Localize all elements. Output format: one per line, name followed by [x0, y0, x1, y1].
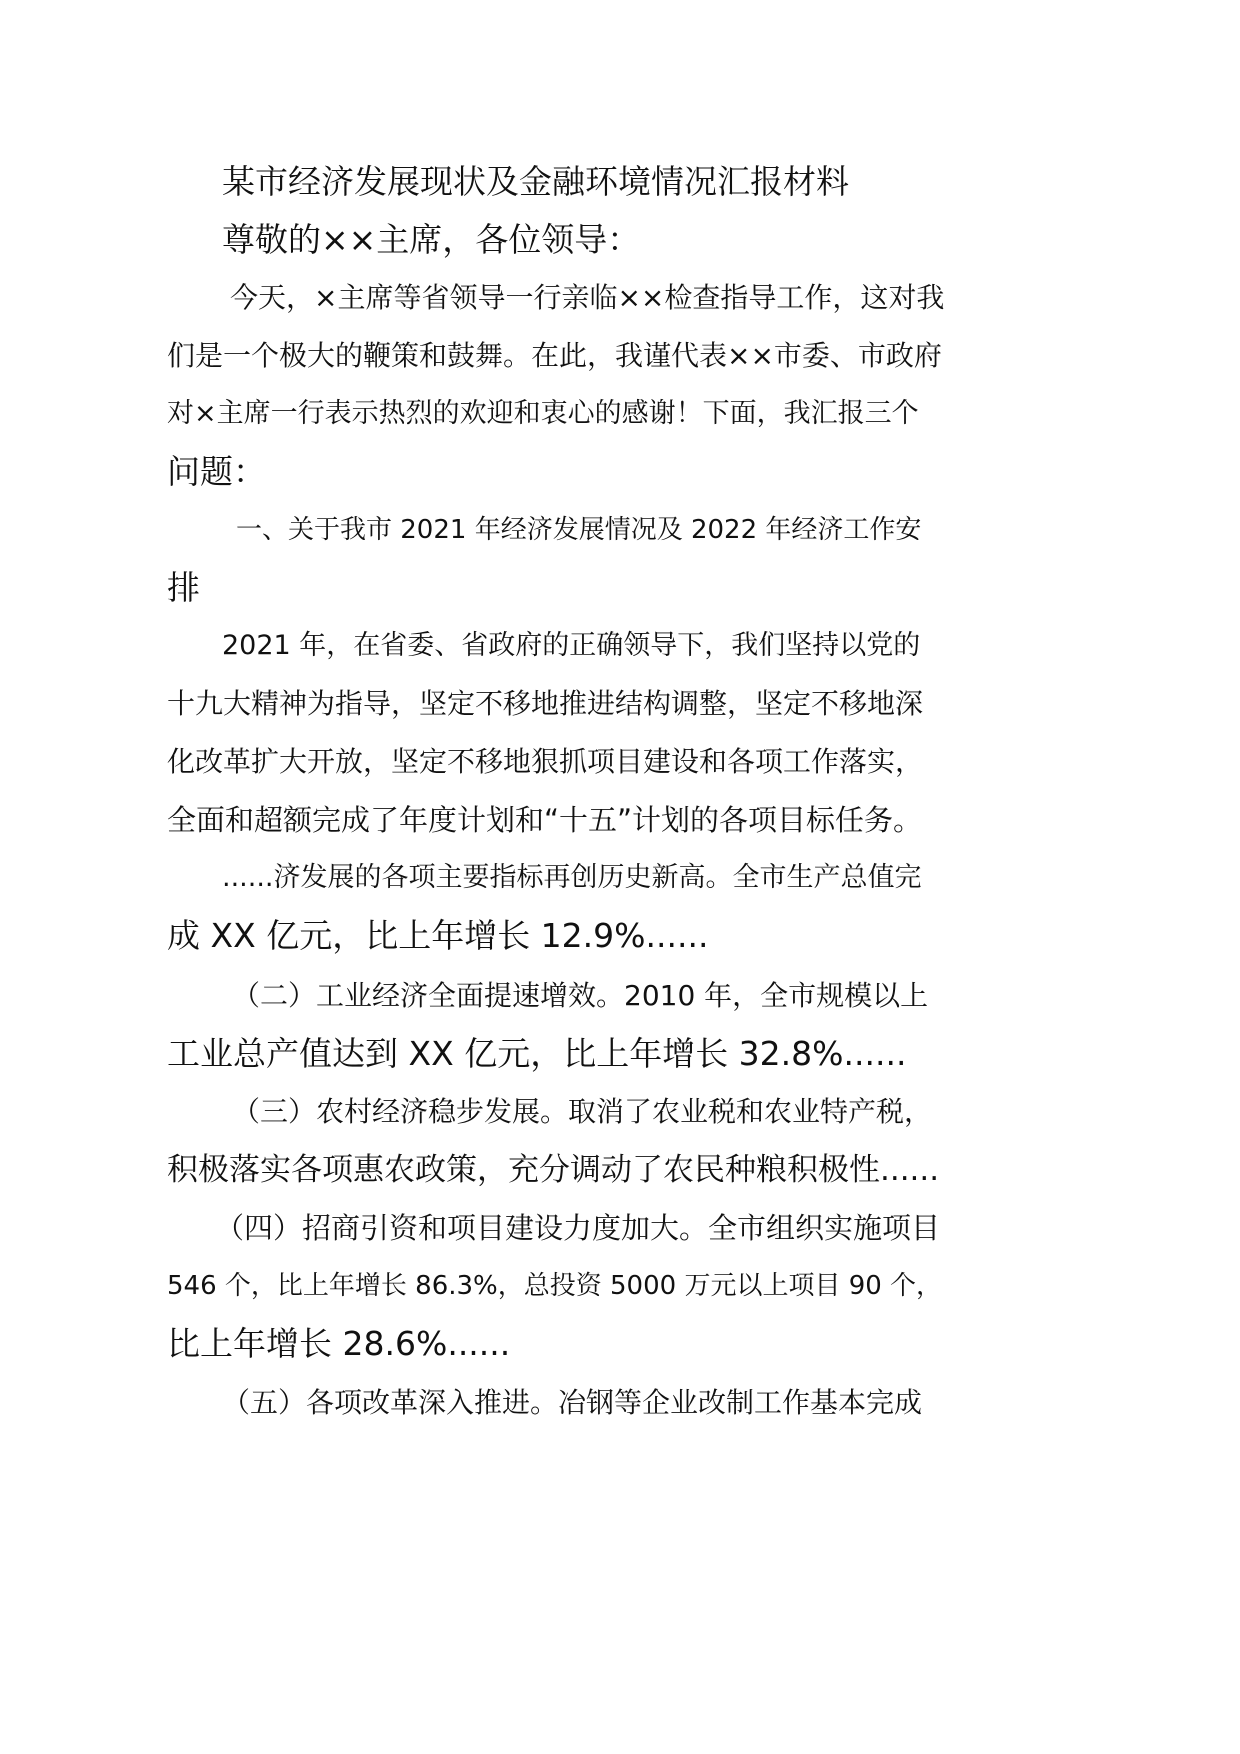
- section-heading-1: 一、关于我市 2021 年经济发展情况及 2022 年经济工作安: [236, 515, 922, 545]
- intro-line: 今天，×主席等省领导一行亲临××检查指导工作，这对我: [230, 281, 945, 314]
- section-heading-1: 排: [167, 568, 200, 607]
- paragraph-line: （三）农村经济稳步发展。取消了农业税和农业特产税，: [232, 1095, 933, 1128]
- paragraph-line: 546 个，比上年增长 86.3%，总投资 5000 万元以上项目 90 个，: [167, 1271, 943, 1301]
- paragraph-line: （五）各项改革深入推进。冶钢等企业改制工作基本完成: [222, 1386, 923, 1419]
- paragraph-line: （四）招商引资和项目建设力度加大。全市组织实施项目: [215, 1211, 941, 1245]
- paragraph-line: 比上年增长 28.6%......: [167, 1324, 511, 1363]
- paragraph-line: 2021 年，在省委、省政府的正确领导下，我们坚持以党的: [222, 630, 921, 661]
- paragraph-line: 积极落实各项惠农政策，充分调动了农民种粮积极性......: [167, 1152, 940, 1188]
- paragraph-line: 工业总产值达到 XX 亿元，比上年增长 32.8%......: [167, 1034, 907, 1073]
- intro-line: 对×主席一行表示热烈的欢迎和衷心的感谢！下面，我汇报三个: [167, 398, 919, 429]
- paragraph-line: 十九大精神为指导，坚定不移地推进结构调整，坚定不移地深: [167, 687, 924, 720]
- paragraph-line: 全面和超额完成了年度计划和“十五”计划的各项目标任务。: [167, 803, 923, 837]
- intro-line: 们是一个极大的鞭策和鼓舞。在此，我谨代表××市委、市政府: [167, 339, 942, 372]
- intro-line: 问题：: [167, 452, 266, 491]
- paragraph-line: 化改革扩大开放，坚定不移地狠抓项目建设和各项工作落实，: [167, 745, 924, 778]
- paragraph-line: 成 XX 亿元，比上年增长 12.9%......: [167, 916, 709, 955]
- paragraph-line: （二）工业经济全面提速增效。2010 年，全市规模以上: [232, 979, 929, 1012]
- document-title: 某市经济发展现状及金融环境情况汇报材料: [222, 162, 849, 201]
- salutation: 尊敬的××主席，各位领导：: [222, 220, 641, 259]
- paragraph-line: ......济发展的各项主要指标再创历史新高。全市生产总值完: [222, 862, 922, 893]
